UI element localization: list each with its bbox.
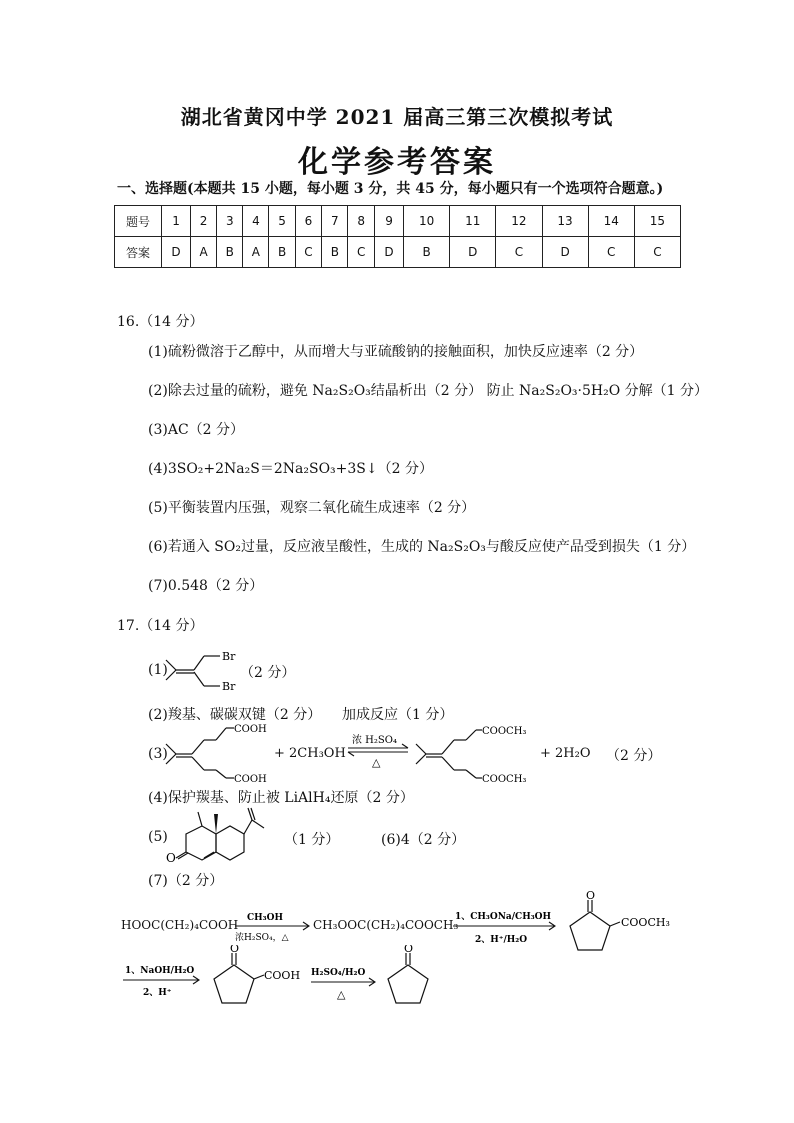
page-title: 湖北省黄冈中学 2021 届高三第三次模拟考试 [180,105,614,129]
arrow-condition: 浓H₂SO₄，△ [235,933,289,943]
answer-cell: D [162,237,191,268]
keto-ester-structure [562,890,682,958]
section-heading: 一、选择题(本题共 15 小题，每小题 3 分，共 45 分，每小题只有一个选项符合题意。) [117,181,664,197]
cooh-label: COOH [234,724,267,735]
q17-part3-label: (3) [148,746,168,762]
question-number-cell: 1 [162,206,191,237]
dibromide-structure [164,648,244,694]
page-subtitle: 化学参考答案 [298,145,496,180]
q16-line: (6)若通入 SO₂过量，反应液呈酸性，生成的 Na₂S₂O₃与酸反应使产品受到损失（1 分） [148,539,696,555]
answer-cell: B [404,237,450,268]
q17-part3-score: （2 分） [606,748,662,764]
diacid-structure [164,722,274,784]
q16-line: (1)硫粉微溶于乙醇中，从而增大与亚硫酸钠的接触面积，加快反应速率（2 分） [148,344,644,360]
arrow-condition: 2、H⁺/H₂O [475,935,528,945]
dimethyl-adipate: CH₃OOC(CH₂)₄COOCH₃ [313,918,459,932]
row-label: 答案 [115,237,162,268]
question-number-cell: 10 [404,206,450,237]
answer-table [114,205,681,268]
question-number-cell: 15 [634,206,680,237]
q17-part5-label: (5) [148,829,168,845]
cyclopentanone-structure [380,945,442,1009]
answer-cell: D [375,237,404,268]
question-number-cell: 4 [243,206,269,237]
br-label: Br [222,680,236,693]
acid-label: COOH [264,969,301,982]
reaction-arrow-1 [233,908,313,944]
q16-line: (7)0.548（2 分） [148,578,264,594]
q16-line: (5)平衡装置内压强，观察二氧化硫生成速率（2 分） [148,500,476,516]
answer-cell: C [295,237,322,268]
arrow-condition: 1、CH₃ONa/CH₃OH [455,912,552,922]
question-number-cell: 5 [269,206,295,237]
q16-line: (4)3SO₂+2Na₂S＝2Na₂SO₃+3S↓（2 分） [148,461,433,477]
cooch3-label: COOCH₃ [482,774,527,784]
question-number-cell: 7 [322,206,348,237]
arrow-condition: CH₃OH [247,913,283,923]
adipic-acid: HOOC(CH₂)₄COOH [121,918,239,932]
ester-label: COOCH₃ [621,916,670,929]
diester-structure [414,722,540,784]
bicyclic-enone-structure [164,806,282,866]
q17-part1-label: (1) [148,662,168,678]
question-number-cell: 11 [450,206,496,237]
answer-cell: B [217,237,243,268]
question-number-cell: 13 [542,206,588,237]
q17-part6: (6)4（2 分） [381,832,466,848]
arrow-condition: 2、H⁺ [143,988,172,998]
reaction-arrow-3 [121,960,203,1000]
answer-cell: A [191,237,217,268]
question-number-cell: 6 [295,206,322,237]
arrow-condition: H₂SO₄/H₂O [311,968,366,978]
arrow-condition: 1、NaOH/H₂O [125,966,195,976]
answer-cell: C [588,237,634,268]
cooch3-label: COOCH₃ [482,726,527,737]
oxygen-label: O [404,945,414,955]
q17-part2: (2)羧基、碳碳双键（2 分） [148,707,322,723]
q17-part7: (7)（2 分） [148,873,224,889]
arrow-condition: 浓 H₂SO₄ [352,735,397,746]
answer-cell: C [496,237,542,268]
equilibrium-arrow [344,733,412,769]
br-label: Br [222,650,236,663]
water-product: + 2H₂O [540,746,591,761]
question-number-cell: 14 [588,206,634,237]
oxygen-label: O [230,945,240,955]
question-number-cell: 3 [217,206,243,237]
answer-cell: D [450,237,496,268]
oxygen-label: O [166,851,176,865]
answer-cell: D [542,237,588,268]
methanol-reagent: + 2CH₃OH [274,746,346,761]
question-number-cell: 8 [348,206,375,237]
answer-cell: C [348,237,375,268]
q16-line: (2)除去过量的硫粉，避免 Na₂S₂O₃结晶析出（2 分） 防止 Na₂S₂O₃·5H₂O 分解（1 分） [148,383,709,399]
delta-symbol: △ [337,988,346,1001]
answer-cell: A [243,237,269,268]
q17-part5-score: （1 分） [284,832,340,848]
table-row [115,237,681,268]
reaction-arrow-2 [451,906,559,946]
cooh-label: COOH [234,774,267,784]
question-number-cell: 12 [496,206,542,237]
keto-acid-structure [206,945,306,1009]
q16-line: (3)AC（2 分） [148,422,245,438]
q16-heading: 16.（14 分） [117,314,204,330]
answer-cell: B [322,237,348,268]
row-label: 题号 [115,206,162,237]
oxygen-label: O [586,890,596,902]
q17-part4: (4)保护羰基、防止被 LiAlH₄还原（2 分） [148,790,414,806]
question-number-cell: 9 [375,206,404,237]
q17-part2-type: 加成反应（1 分） [342,707,454,723]
delta-symbol: △ [372,756,381,769]
answer-cell: B [269,237,295,268]
answer-cell: C [634,237,680,268]
question-number-cell: 2 [191,206,217,237]
q17-heading: 17.（14 分） [117,618,204,634]
q17-part1-score: （2 分） [240,665,296,681]
table-row [115,206,681,237]
reaction-arrow-4 [309,962,379,1002]
